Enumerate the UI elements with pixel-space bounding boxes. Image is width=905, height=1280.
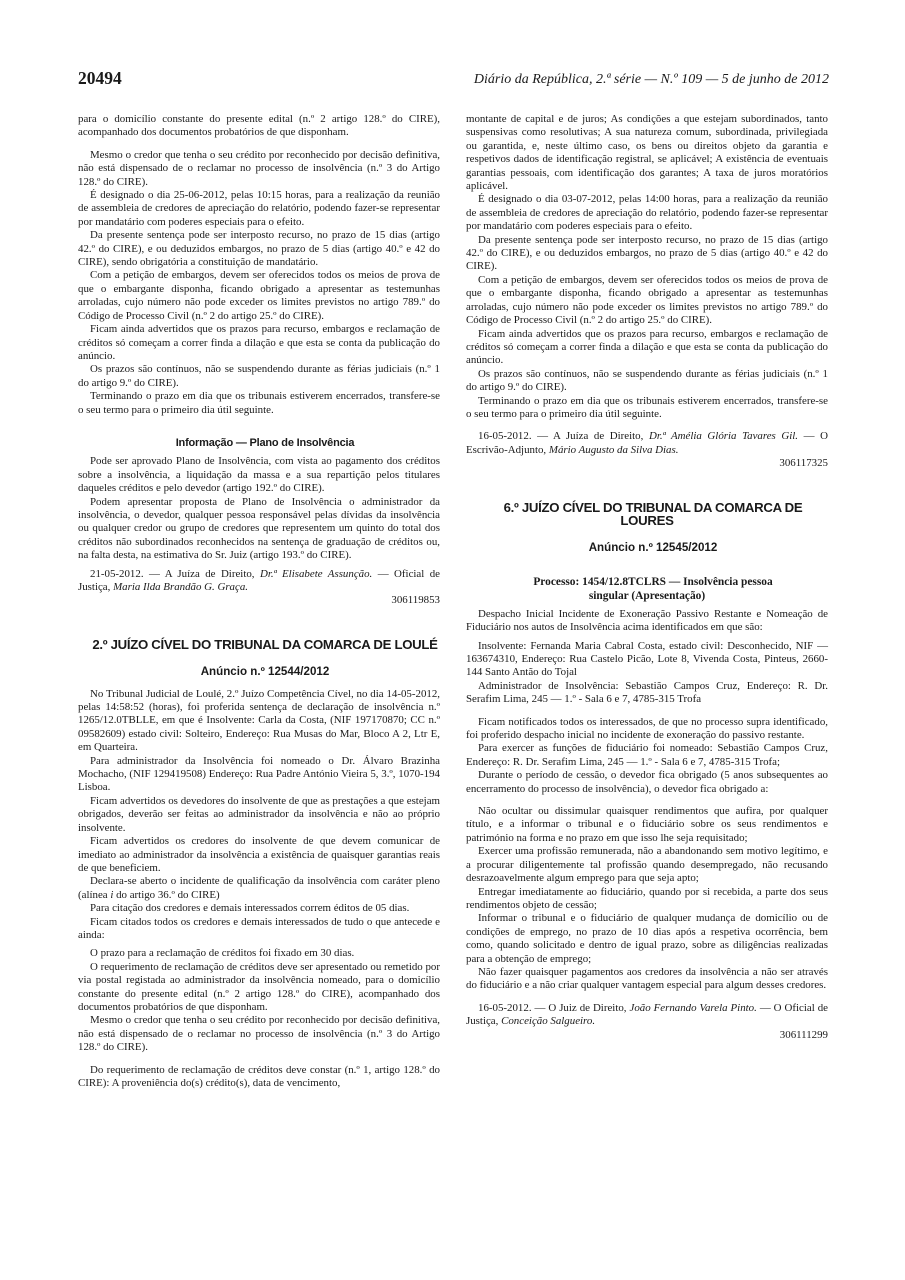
announcement-heading: Anúncio n.º 12545/2012 [588,541,718,555]
paragraph: montante de capital e de juros; As condições a que estejam subordinados, tanto suspensivas como resolutivas; A sua natureza comum, subordinada, privilegiada ou garantida, e, neste último caso, os bens ou direitos objeto da garantia e respetivos dados de identificação registral, se aplicável; A existência de eventuais garantias pessoais, com identificação dos garantes; A taxa de juros moratórios aplicável. [466,113,828,193]
paragraph: Podem apresentar proposta de Plano de Insolvência o administrador da insolvência, o devedor, qualquer pessoa responsável pelas dívidas da insolvência ou qualquer credor ou grupo de credores que representem um quinto do total dos créditos não subordinados reconhecidos na sentença de graduação de créditos ou, na falta desta, na estimativa do Sr. Juiz (artigo 193.º do CIRE). [78,495,440,562]
paragraph: É designado o dia 25-06-2012, pelas 10:15 horas, para a realização da reunião de assembleia de credores de apreciação do relatório, podendo fazer-se representar por mandatário com poderes especiais para o efeito. [78,189,440,228]
paragraph: Não ocultar ou dissimular quaisquer rendimentos que aufira, por qualquer título, e a informar o tribunal e o fiduciário sobre os seus rendimentos e património na forma e no prazo em que isso lhe seja requisitado; [466,805,828,844]
paragraph: Entregar imediatamente ao fiduciário, quando por si recebida, a parte dos seus rendimentos objeto de cessão; [466,885,828,911]
paragraph: É designado o dia 03-07-2012, pelas 14:00 horas, para a realização da reunião de assembleia de credores de apreciação do relatório, podendo fazer-se representar por mandatário com poderes especiais para o efeito. [466,193,828,233]
paragraph: Ficam notificados todos os interessados, de que no processo supra identificado, foi proferido despacho inicial no incidente de exoneração do passivo restante. [466,715,828,742]
paragraph: Mesmo o credor que tenha o seu crédito por reconhecido por decisão definitiva, não está dispensado de o reclamar no processo de insolvência (n.º 3 do Artigo 128.º do CIRE). [78,148,440,188]
paragraph: Ficam ainda advertidos que os prazos para recurso, embargos e reclamação de créditos só começam a correr finda a dilação e que esta se conta da publicação do anúncio. [466,327,828,367]
paragraph: O prazo para a reclamação de créditos foi fixado em 30 dias. [90,947,355,960]
paragraph: Da presente sentença pode ser interposto recurso, no prazo de 15 dias (artigo 42.º do CIRE), e ou deduzidos embargos, no prazo de 5 dias (artigo 40.º e 42 do CIRE). [466,233,828,273]
paragraph: Mesmo o credor que tenha o seu crédito por reconhecido por decisão definitiva, não está dispensado de o reclamar no processo de insolvência (n.º 3 do Artigo 128.º do CIRE). [78,1014,440,1054]
right-column [466,113,828,1042]
paragraph: Ficam ainda advertidos que os prazos para recurso, embargos e reclamação de créditos só começam a correr finda a dilação e que esta se conta da publicação do anúncio. [78,323,440,362]
paragraph: Declara-se aberto o incidente de qualificação da insolvência com caráter pleno (alínea i do artigo 36.º do CIRE) [78,875,440,901]
paragraph: Ficam advertidos os credores do insolvente de que devem comunicar de imediato ao administrador da insolvência a existência de quaisquer garantias reais de que beneficiem. [78,835,440,874]
paragraph: para o domicílio constante do presente edital (n.º 2 artigo 128.º do CIRE), acompanhado dos documentos probatórios de que disponham. [78,113,440,139]
page-number: 20494 [78,68,122,88]
paragraph: No Tribunal Judicial de Loulé, 2.º Juízo Competência Cível, no dia 14-05-2012, pelas 14:58:52 (horas), foi proferida sentença de declaração de insolvência n.º 1265/12.0TBLLE, em que é Insolvente: Carla da Costa, (NIF 197170870; CC n.º 09582609) estado civil: Solteiro, Endereço: Rua Musas do Mar, Bloco A 2, Ltr E, em Quarteira. [78,687,440,754]
paragraph: Ficam citados todos os credores e demais interessados de tudo o que antecede e ainda: [78,915,440,941]
left-column [78,113,440,1090]
paragraph: Com a petição de embargos, devem ser oferecidos todos os meios de prova de que o embargante disponha, ficando obrigado a apresentar as testemunhas arroladas, cujo número não pode exceder os limites previstos no artigo 789.º do Código de Processo Civil (n.º 2 do artigo 25.º do CIRE). [78,269,440,322]
paragraph: Da presente sentença pode ser interposto recurso, no prazo de 15 dias (artigo 42.º do CIRE), e ou deduzidos embargos, no prazo de 5 dias (artigo 40.º e 42 do CIRE), sendo obrigatória a constituição de mandatário. [78,229,440,269]
info-plan-heading: Informação — Plano de Insolvência [175,436,355,449]
court-heading-loures: 6.º JUÍZO CÍVEL DO TRIBUNAL DA COMARCA DE LOURES [503,499,803,528]
journal-header: Diário da República, 2.ª série — N.º 109 — 5 de junho de 2012 [473,72,829,87]
paragraph: Não fazer quaisquer pagamentos aos credores da insolvência a não ser através do fiduciário e a não criar qualquer vantagem especial para algum desses credores. [466,965,828,992]
paragraph: Durante o período de cessão, o devedor fica obrigado (5 anos subsequentes ao encerramento do processo de insolvência), o devedor fica obrigado a: [466,769,828,795]
reference-number: 306111299 [779,1028,828,1041]
paragraph: Para citação dos credores e demais interessados correm éditos de 05 dias. [90,902,410,915]
paragraph: Despacho Inicial Incidente de Exoneração Passivo Restante e Nomeação de Fiduciário nos autos de Insolvência acima identificados em que são: [466,607,828,634]
paragraph: Do requerimento de reclamação de créditos deve constar (n.º 1, artigo 128.º do CIRE): A proveniência do(s) crédito(s), data de vencimento, [78,1063,440,1089]
paragraph: Com a petição de embargos, devem ser oferecidos todos os meios de prova de que o embargante disponha, ficando obrigado a apresentar as testemunhas arroladas, cujo número não pode exceder os limites previstos no artigo 789.º do Código de Processo Civil (n.º 2 do artigo 25.º do CIRE). [466,273,828,327]
paragraph: Terminando o prazo em dia que os tribunais estiverem encerrados, transfere-se o seu termo para o primeiro dia útil seguinte. [466,394,828,420]
signature-line: 16-05-2012. — A Juíza de Direito, Dr.ª Amélia Glória Tavares Gil. — O Escrivão-Adjunto, Mário Augusto da Silva Dias. [466,430,828,456]
paragraph: Informar o tribunal e o fiduciário de qualquer mudança de domicílio ou de condições de emprego, no prazo de 10 dias após a respetiva ocorrência, bem como, quando solicitado e dentro de igual prazo, sobre as diligências realizadas para a obtenção de emprego; [466,912,828,965]
court-heading-loule: 2.º JUÍZO CÍVEL DO TRIBUNAL DA COMARCA DE LOULÉ [92,636,438,652]
paragraph: Para exercer as funções de fiduciário foi nomeado: Sebastião Campos Cruz, Endereço: R. Dr. Serafim Lima, 245 — 1.º - Sala 6 e 7, 4785-315 Trofa; [466,742,828,768]
paragraph: Pode ser aprovado Plano de Insolvência, com vista ao pagamento dos créditos sobre a insolvência, a liquidação da massa e a sua repartição pelos titulares daqueles créditos e pelo devedor (artigo 192.º do CIRE). [78,455,440,495]
signature-line: 16-05-2012. — O Juiz de Direito, João Fernando Varela Pinto. — O Oficial de Justiça, Conceição Salgueiro. [466,1001,828,1028]
reference-number: 306119853 [391,594,440,607]
paragraph: O requerimento de reclamação de créditos deve ser apresentado ou remetido por via postal registada ao administrador da insolvência nomeado, para o domicílio constante do presente edital (n.º 2 artigo 128.º do CIRE), acompanhado dos documentos probatórios de que disponham. [78,960,440,1013]
paragraph: Insolvente: Fernanda Maria Cabral Costa, estado civil: Desconhecido, NIF — 163674310, Endereço: Rua Castelo Picão, Lote 8, Vivenda Costa, Pinteus, 2660-144 Santo Antão do Tojal [466,639,828,679]
announcement-heading: Anúncio n.º 12544/2012 [200,665,330,679]
paragraph: Exercer uma profissão remunerada, não a abandonando sem motivo legítimo, e a procurar diligentemente tal profissão quando desempregado, não recusando desrazoavelmente algum emprego para que seja apto; [466,845,828,885]
paragraph: Para administrador da Insolvência foi nomeado o Dr. Álvaro Brazinha Mochacho, (NIF 129419508) Endereço: Rua Padre António Vieira 5, 3.º, 1070-194 Lisboa. [78,754,440,794]
paragraph: Os prazos são contínuos, não se suspendendo durante as férias judiciais (n.º 1 do artigo 9.º do CIRE). [466,367,828,394]
reference-number: 306117325 [779,457,828,470]
paragraph: Ficam advertidos os devedores do insolvente de que as prestações a que estejam obrigados, deverão ser feitas ao administrador da insolvência e não ao próprio insolvente. [78,794,440,834]
paragraph: Administrador de Insolvência: Sebastião Campos Cruz, Endereço: R. Dr. Serafim Lima, 245 — 1.º - Sala 6 e 7, 4785-315 Trofa [466,679,828,706]
process-heading: Processo: 1454/12.8TCLRS — Insolvência pessoa singular (Apresentação) [533,575,773,602]
paragraph: Terminando o prazo em dia que os tribunais estiverem encerrados, transfere-se o seu termo para o primeiro dia útil seguinte. [78,390,440,416]
signature-line: 21-05-2012. — A Juíza de Direito, Dr.ª Elisabete Assunção. — Oficial de Justiça, Maria Ilda Brandão G. Graça. [78,567,441,593]
paragraph: Os prazos são contínuos, não se suspendendo durante as férias judiciais (n.º 1 do artigo 9.º do CIRE). [78,363,440,389]
